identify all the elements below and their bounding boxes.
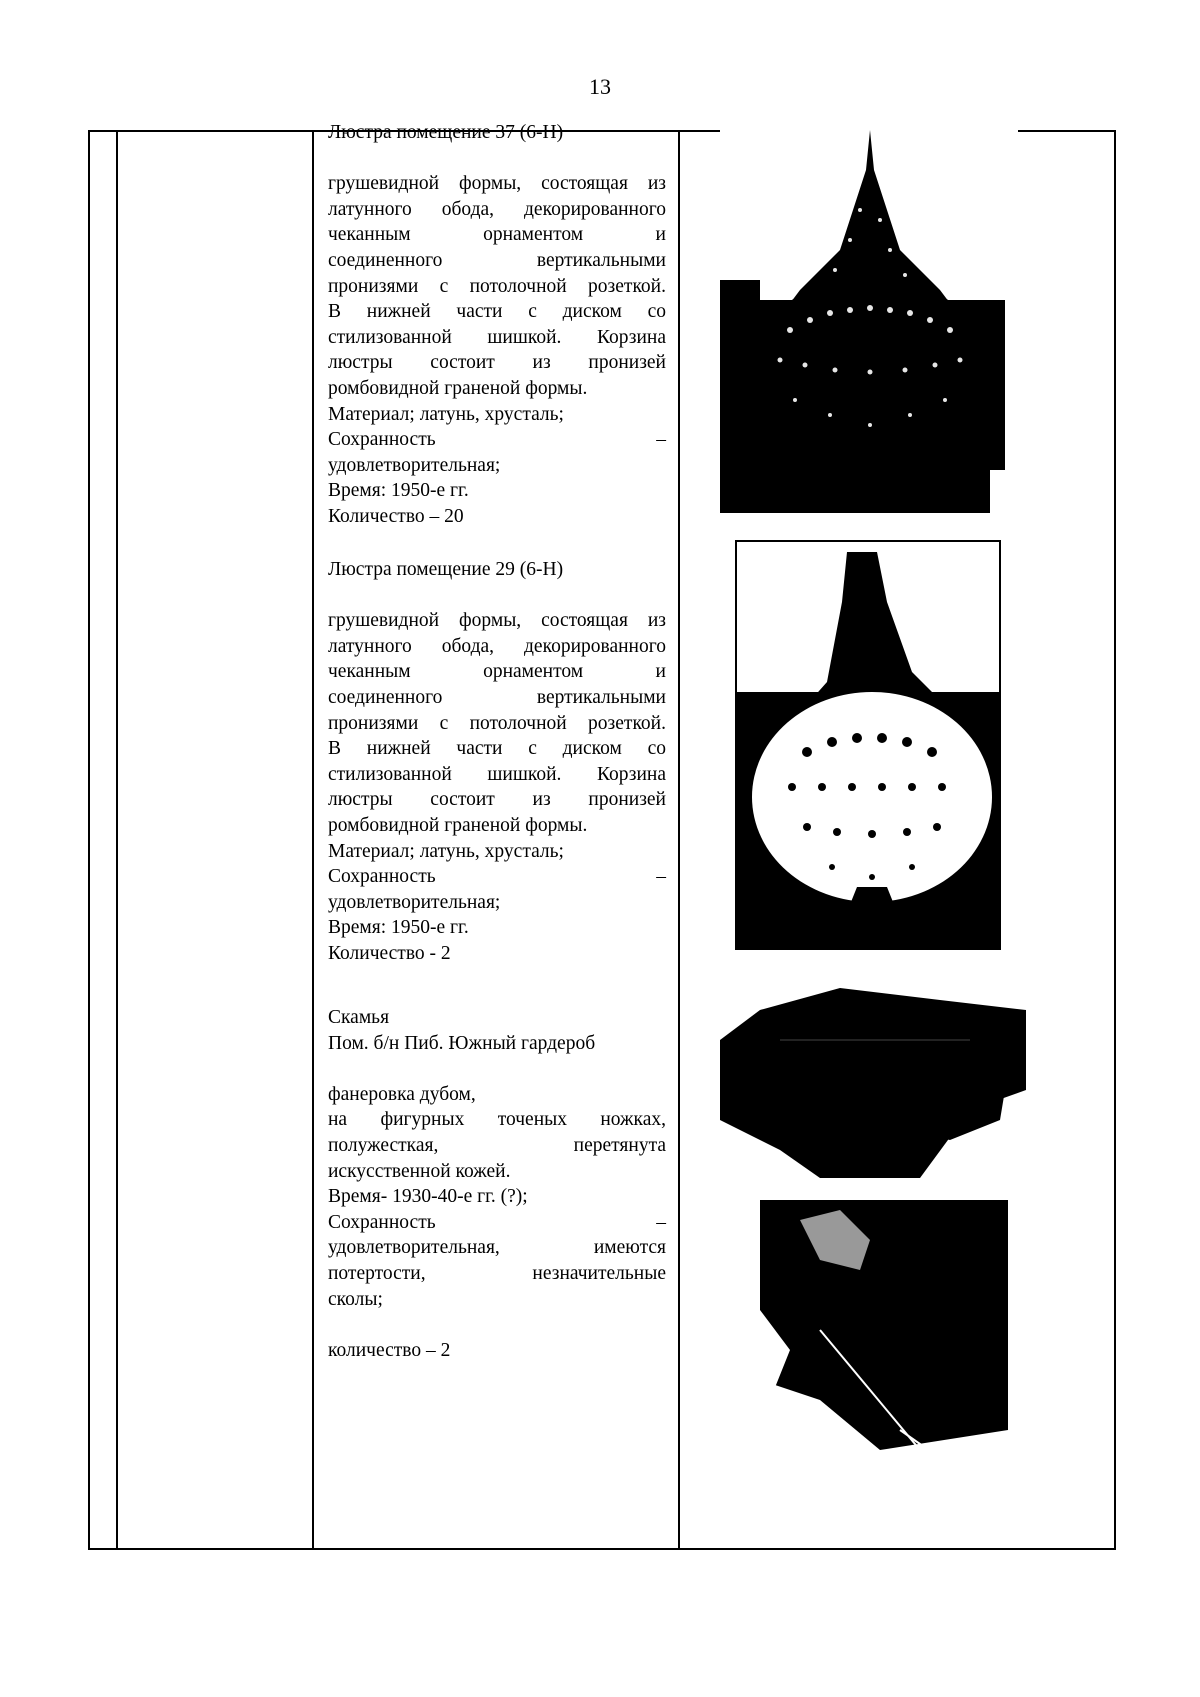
- entry-chandelier-29: [328, 557, 666, 967]
- description-line: люстры состоит из пронизей: [328, 789, 666, 811]
- description-line: чеканным орнаментом и: [328, 224, 666, 246]
- entry-bench: [328, 1005, 666, 1363]
- condition-line: сколы;: [328, 1288, 383, 1310]
- entry-subtitle: Пом. б/н Пиб. Южный гардероб: [328, 1032, 596, 1054]
- description-line: В нижней части с диском со: [328, 738, 666, 760]
- condition-row: [328, 864, 666, 890]
- description-line: грушевидной формы, состоящая из: [328, 610, 666, 632]
- entry-chandelier-37: [328, 120, 666, 530]
- description-line: стилизованной шишкой. Корзина: [328, 763, 666, 785]
- condition-row: [328, 1210, 666, 1236]
- description-line: на фигурных точеных ножках,: [328, 1109, 666, 1131]
- description-line: грушевидной формы, состоящая из: [328, 173, 666, 195]
- entry-title: Скамья: [328, 1007, 390, 1028]
- condition-value: удовлетворительная;: [328, 454, 501, 476]
- chandelier-photo: [735, 540, 1001, 950]
- quantity: Количество - 2: [328, 942, 451, 964]
- page-number: 13: [589, 74, 611, 99]
- material: Материал; латунь, хрусталь;: [328, 840, 564, 862]
- description-line: искусственной кожей.: [328, 1160, 511, 1182]
- time: Время: 1950-е гг.: [328, 917, 469, 939]
- description-line: латунного обода, декорированного: [328, 635, 666, 657]
- condition-row: [328, 427, 666, 453]
- inventory-table: [88, 122, 1116, 1550]
- bench-photo: [760, 1200, 1008, 1472]
- description-line: стилизованной шишкой. Корзина: [328, 326, 666, 348]
- entry-title: Люстра помещение 37 (6-Н): [328, 122, 564, 143]
- condition-dash: –: [656, 1211, 666, 1233]
- description-line: соединенного вертикальными: [328, 249, 666, 271]
- time: Время: 1950-е гг.: [328, 480, 469, 502]
- condition-dash: –: [656, 429, 666, 451]
- condition-line: потертости, незначительные: [328, 1262, 666, 1284]
- column-divider: [116, 132, 118, 1548]
- condition-value: удовлетворительная;: [328, 891, 501, 913]
- description-line: латунного обода, декорированного: [328, 198, 666, 220]
- description-line: пронизями с потолочной розеткой.: [328, 275, 666, 297]
- material: Материал; латунь, хрусталь;: [328, 403, 564, 425]
- description-line: полужесткая, перетянута: [328, 1134, 666, 1156]
- column-divider: [312, 132, 314, 1548]
- condition-dash: –: [656, 866, 666, 888]
- condition-label: Сохранность: [328, 866, 436, 888]
- condition-label: Сохранность: [328, 429, 436, 451]
- entry-title: Люстра помещение 29 (6-Н): [328, 559, 564, 580]
- description-line: пронизями с потолочной розеткой.: [328, 712, 666, 734]
- condition-label: Сохранность: [328, 1211, 436, 1233]
- description-line: соединенного вертикальными: [328, 686, 666, 708]
- time: Время- 1930-40-е гг. (?);: [328, 1186, 528, 1208]
- description-line: чеканным орнаментом и: [328, 661, 666, 683]
- column-divider: [678, 132, 680, 1548]
- bench-photo: [720, 980, 1026, 1178]
- condition-line: удовлетворительная, имеются: [328, 1237, 666, 1259]
- description-line: фанеровка дубом,: [328, 1083, 476, 1105]
- description-line: ромбовидной граненой формы.: [328, 814, 588, 836]
- description-line: ромбовидной граненой формы.: [328, 377, 588, 399]
- description-line: В нижней части с диском со: [328, 301, 666, 323]
- description-line: люстры состоит из пронизей: [328, 352, 666, 374]
- quantity: количество – 2: [328, 1339, 451, 1361]
- chandelier-photo: [720, 130, 1018, 513]
- quantity: Количество – 20: [328, 505, 464, 527]
